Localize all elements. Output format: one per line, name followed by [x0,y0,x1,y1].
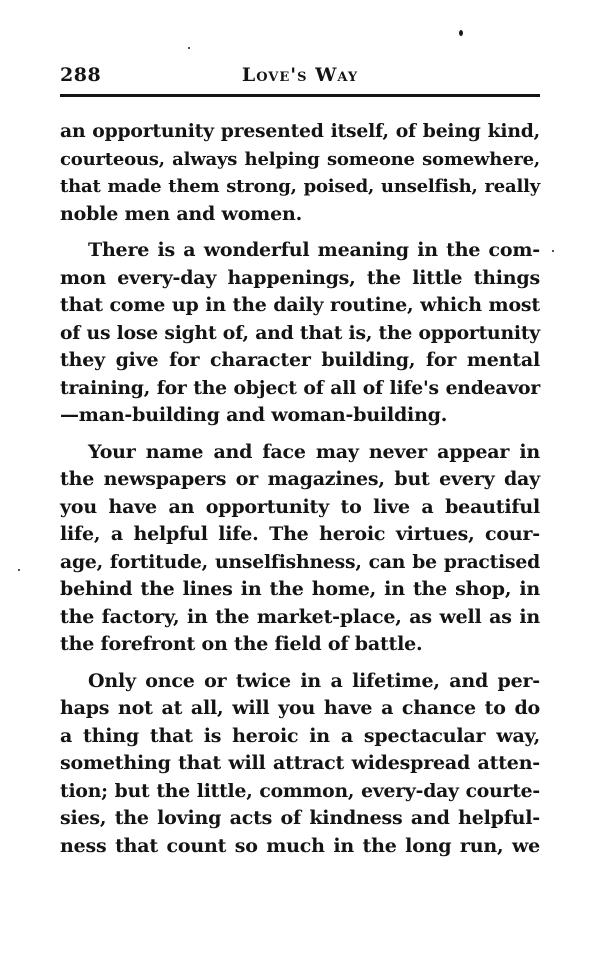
header-rule [60,94,540,97]
text-line: mon every-day happenings, the little things [60,266,540,289]
page-number: 288 [60,64,102,86]
text-line: the newspapers or magazines, but every day [60,468,540,490]
text-line: training, for the object of all of life's endeavor [60,376,540,399]
book-page [60,0,540,968]
paragraph-3 [60,439,540,659]
text-line: sies, the loving acts of kindness and helpful- [60,807,540,829]
scan-speck [552,250,554,252]
text-line: a thing that is heroic in a spectacular way, [60,724,540,747]
paragraph-1 [60,118,540,228]
text-line: courteous, always helping someone somewhere, [60,148,540,170]
page-header [60,60,540,94]
body-text [60,118,540,869]
scan-speck [459,30,463,36]
text-line: the forefront on the field of battle. [60,633,423,655]
text-line: There is a wonderful meaning in the com- [88,239,540,261]
text-line: they give for character building, for mental [60,349,540,371]
text-line: —man-building and woman-building. [60,404,448,426]
text-line: age, fortitude, unselfishness, can be practised [60,550,540,573]
text-line: of us lose sight of, and that is, the opportunity [60,321,540,344]
scan-speck [188,47,190,49]
text-line: an opportunity presented itself, of being kind, [60,120,540,142]
text-line: life, a helpful life. The heroic virtues, cour- [60,523,540,545]
scan-speck [18,569,20,571]
running-title: Love's Way [241,64,359,86]
text-line: Your name and face may never appear in [88,440,540,463]
text-line: that made them strong, poised, unselfish, really [60,176,540,197]
paragraph-2 [60,237,540,430]
text-line: ness that count so much in the long run, we [60,834,540,857]
text-line: that come up in the daily routine, which most [60,294,540,316]
text-line: you have an opportunity to live a beautiful [60,495,540,518]
text-line: haps not at all, will you have a chance to do [60,697,540,719]
text-line: noble men and women. [60,202,302,225]
text-line: something that will attract widespread atten- [60,752,540,774]
text-line: Only once or twice in a lifetime, and per- [88,669,540,692]
text-line: behind the lines in the home, in the shop, in [60,578,540,600]
paragraph-4 [60,668,540,861]
text-line: tion; but the little, common, every-day courte- [60,779,540,802]
text-line: the factory, in the market-place, as well as in [60,605,540,628]
